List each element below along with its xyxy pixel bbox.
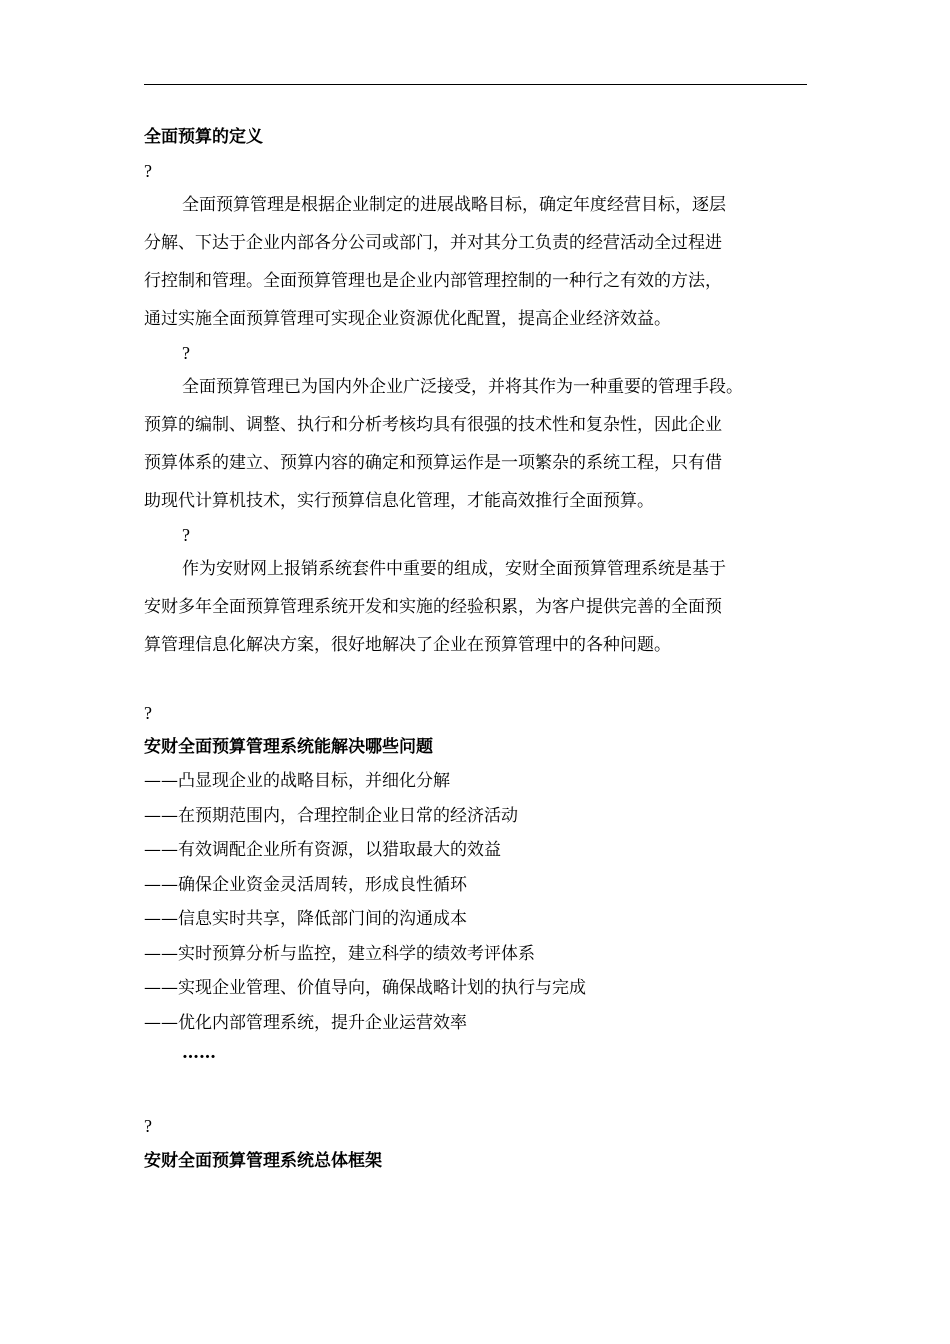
list-item: ——信息实时共享，降低部门间的沟通成本	[144, 909, 467, 929]
list-item: ——有效调配企业所有资源，以猎取最大的效益	[144, 840, 501, 860]
question-mark: ?	[144, 1116, 152, 1136]
header-rule	[144, 84, 807, 85]
ellipsis: ……	[182, 1043, 216, 1063]
paragraph-line: 算管理信息化解决方案，很好地解决了企业在预算管理中的各种问题。	[144, 635, 671, 655]
paragraph-line: 全面预算管理是根据企业制定的进展战略目标，确定年度经营目标，逐层	[182, 195, 726, 215]
list-item: ——优化内部管理系统，提升企业运营效率	[144, 1013, 467, 1033]
paragraph-line: 预算体系的建立、预算内容的确定和预算运作是一项繁杂的系统工程，只有借	[144, 453, 722, 473]
paragraph-line: 作为安财网上报销系统套件中重要的组成，安财全面预算管理系统是基于	[182, 559, 726, 579]
paragraph-line: 分解、下达于企业内部各分公司或部门，并对其分工负责的经营活动全过程进	[144, 233, 722, 253]
question-mark: ?	[144, 703, 152, 723]
paragraph-line: 预算的编制、调整、执行和分析考核均具有很强的技术性和复杂性，因此企业	[144, 415, 722, 435]
paragraph-line: 通过实施全面预算管理可实现企业资源优化配置，提高企业经济效益。	[144, 309, 671, 329]
paragraph-line: 助现代计算机技术，实行预算信息化管理，才能高效推行全面预算。	[144, 491, 654, 511]
section-heading-framework: 安财全面预算管理系统总体框架	[144, 1151, 382, 1171]
list-item: ——实时预算分析与监控，建立科学的绩效考评体系	[144, 944, 535, 964]
question-mark: ?	[144, 161, 152, 181]
list-item: ——确保企业资金灵活周转，形成良性循环	[144, 875, 467, 895]
question-mark: ?	[182, 343, 190, 363]
list-item: ——凸显现企业的战略目标，并细化分解	[144, 771, 450, 791]
section-heading-definition: 全面预算的定义	[144, 127, 263, 147]
section-heading-problems: 安财全面预算管理系统能解决哪些问题	[144, 737, 433, 757]
paragraph-line: 行控制和管理。全面预算管理也是企业内部管理控制的一种行之有效的方法，	[144, 271, 722, 291]
list-item: ——实现企业管理、价值导向，确保战略计划的执行与完成	[144, 978, 586, 998]
list-item: ——在预期范围内，合理控制企业日常的经济活动	[144, 806, 518, 826]
paragraph-line: 全面预算管理已为国内外企业广泛接受，并将其作为一种重要的管理手段。	[182, 377, 743, 397]
question-mark: ?	[182, 525, 190, 545]
paragraph-line: 安财多年全面预算管理系统开发和实施的经验积累，为客户提供完善的全面预	[144, 597, 722, 617]
